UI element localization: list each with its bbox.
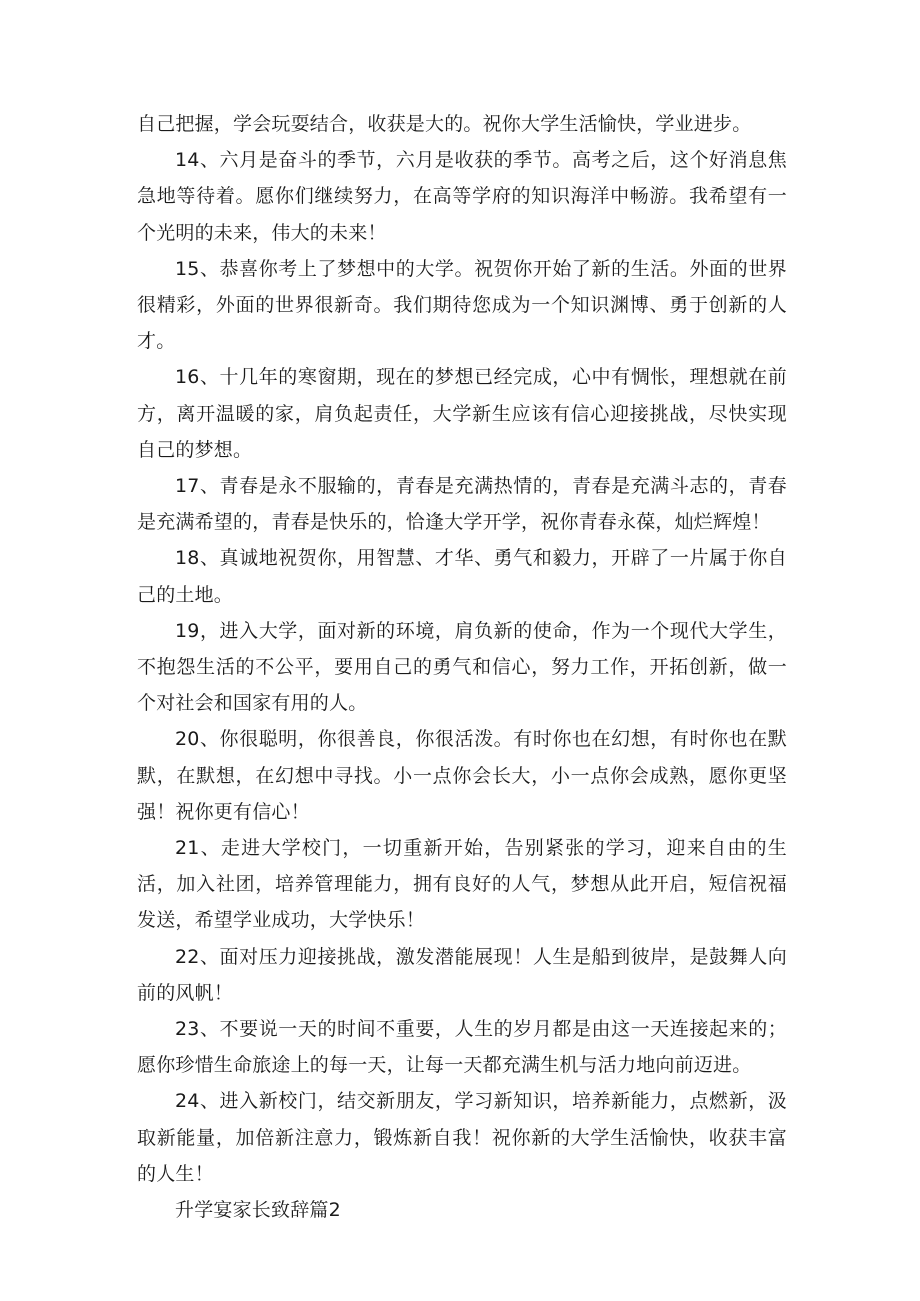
paragraph-23: 23、不要说一天的时间不重要，人生的岁月都是由这一天连接起来的；愿你珍惜生命旅途上的每一天，让每一天都充满生机与活力地向前迈进。 (137, 1018, 787, 1077)
paragraph-16: 16、十几年的寒窗期，现在的梦想已经完成，心中有惆怅，理想就在前方，离开温暖的家，肩负起责任，大学新生应该有信心迎接挑战，尽快实现自己的梦想。 (137, 366, 787, 461)
paragraph-22: 22、面对压力迎接挑战，激发潜能展现！人生是船到彼岸，是鼓舞人向前的风帆！ (137, 945, 787, 1004)
paragraph-14: 14、六月是奋斗的季节，六月是收获的季节。高考之后，这个好消息焦急地等待着。愿你们继续努力，在高等学府的知识海洋中畅游。我希望有一个光明的未来，伟大的未来！ (137, 149, 787, 244)
section-heading: 升学宴家长致辞篇2 (175, 1199, 341, 1222)
paragraph-20: 20、你很聪明，你很善良，你很活泼。有时你也在幻想，有时你也在默默，在默想，在幻想中寻找。小一点你会长大，小一点你会成熟，愿你更坚强！祝你更有信心！ (137, 728, 787, 823)
document-body (137, 106, 787, 1228)
paragraph-15: 15、恭喜你考上了梦想中的大学。祝贺你开始了新的生活。外面的世界很精彩，外面的世界很新奇。我们期待您成为一个知识渊博、勇于创新的人才。 (137, 257, 787, 353)
paragraph-21: 21、走进大学校门，一切重新开始，告别紧张的学习，迎来自由的生活，加入社团，培养管理能力，拥有良好的人气，梦想从此开启，短信祝福发送，希望学业成功，大学快乐！ (137, 837, 787, 932)
paragraph-18: 18、真诚地祝贺你，用智慧、才华、勇气和毅力，开辟了一片属于你自己的土地。 (137, 547, 787, 606)
paragraph-17: 17、青春是永不服输的，青春是充满热情的，青春是充满斗志的，青春是充满希望的，青春是快乐的，恰逢大学开学，祝你青春永葆，灿烂辉煌！ (137, 475, 787, 534)
paragraph-24: 24、进入新校门，结交新朋友，学习新知识，培养新能力，点燃新，汲取新能量，加倍新注意力，锻炼新自我！祝你新的大学生活愉快，收获丰富的人生！ (137, 1090, 787, 1185)
paragraph-continuation: 自己把握，学会玩耍结合，收获是大的。祝你大学生活愉快，学业进步。 (137, 113, 752, 135)
paragraph-19: 19，进入大学，面对新的环境，肩负新的使命，作为一个现代大学生，不抱怨生活的不公平，要用自己的勇气和信心，努力工作，开拓创新，做一个对社会和国家有用的人。 (137, 619, 787, 715)
